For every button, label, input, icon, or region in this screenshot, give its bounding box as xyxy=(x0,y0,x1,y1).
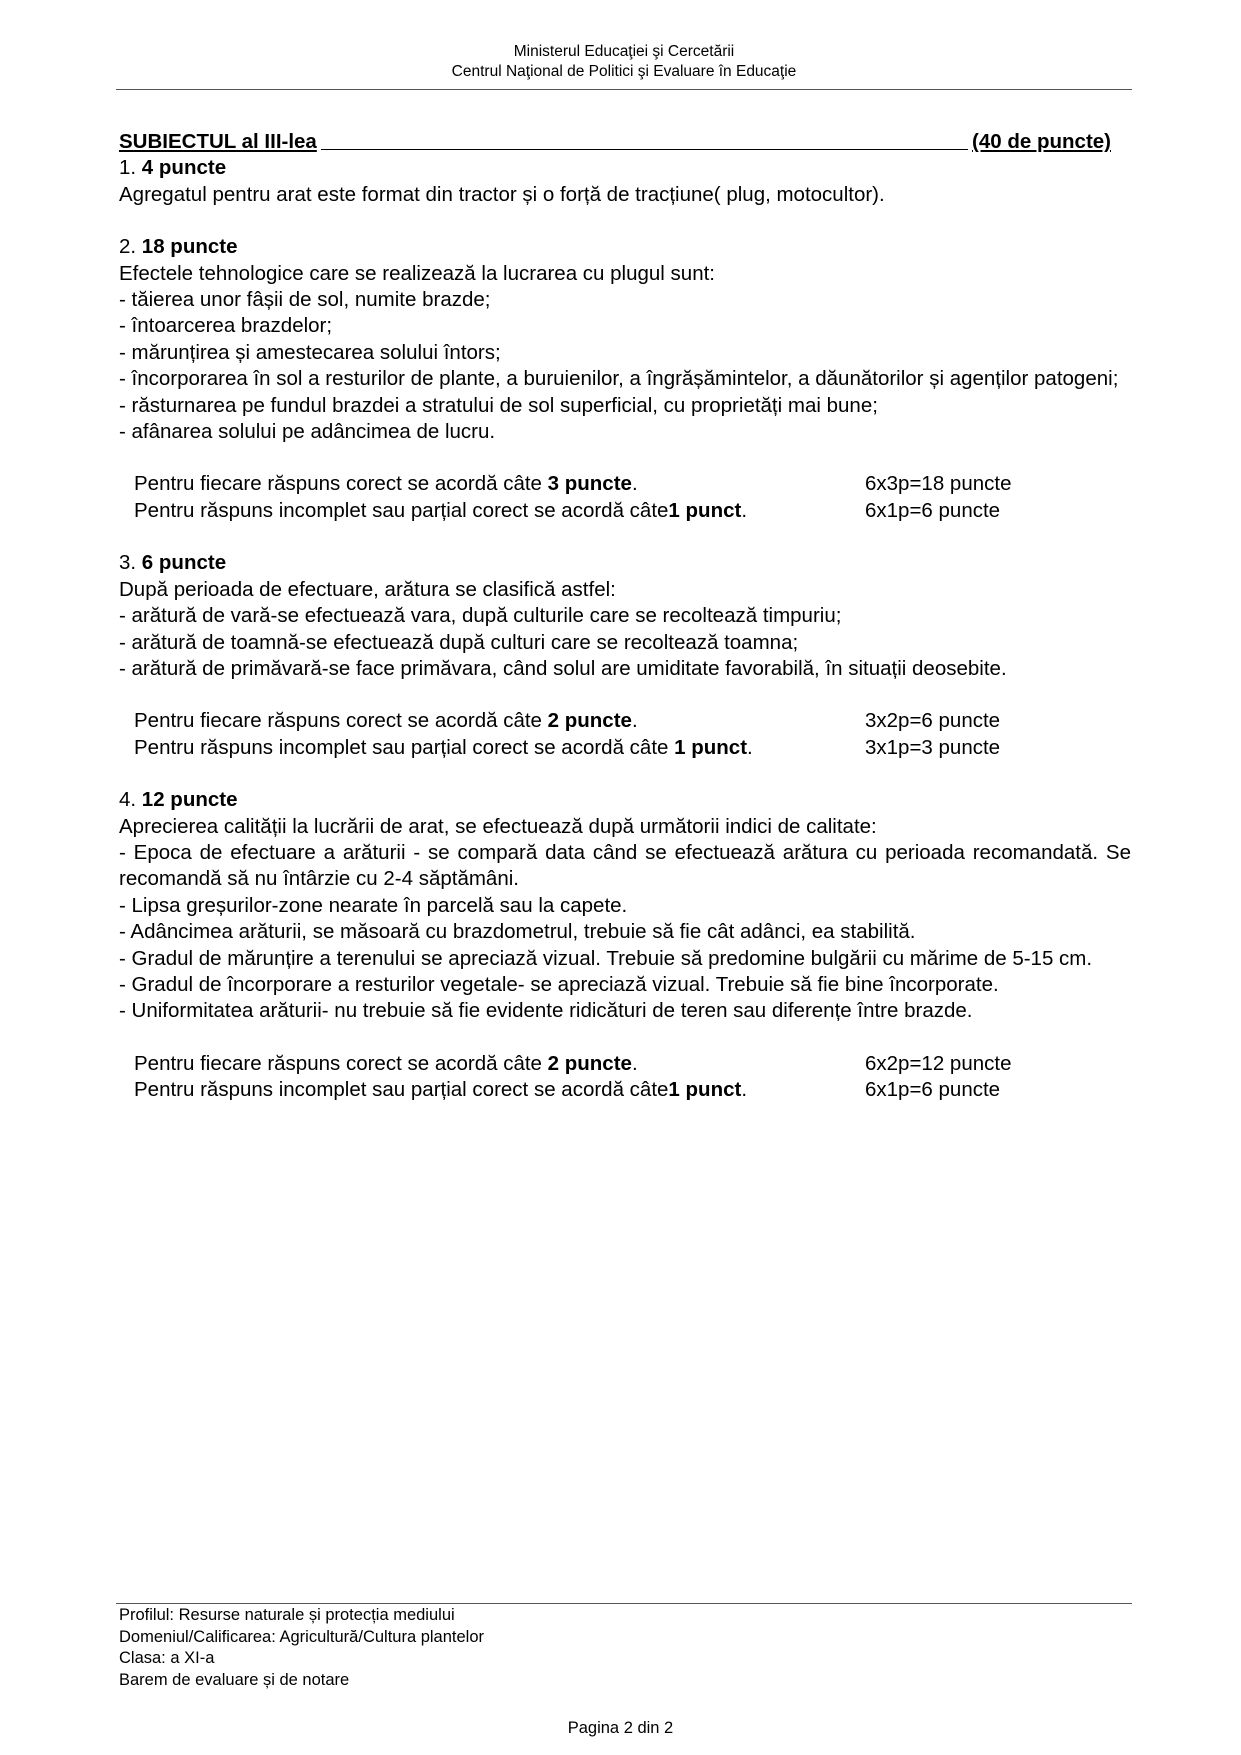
q2-item: - mărunțirea și amestecarea solului întors; xyxy=(119,340,501,364)
score-value: 3x1p=3 puncte xyxy=(865,735,1001,759)
q4-item: - Uniformitatea arăturii- nu trebuie să fie evidente ridicături de teren sau diferențe între brazde. xyxy=(119,999,973,1023)
q3-title xyxy=(119,550,1131,576)
spacer xyxy=(119,682,1131,708)
footer-profile: Profilul: Resurse naturale și protecția mediului xyxy=(119,1606,455,1624)
q4-item: - Epoca de efectuare a arăturii - se compară data când se efectuează arătura cu perioada recomandată. Se recomandă să nu întârzie cu 2-4 săptămâni. xyxy=(119,840,1131,891)
q3-item: - arătură de primăvară-se face primăvara, când solul are umiditate favorabilă, în situații deosebite. xyxy=(119,656,1007,680)
q4-score-row-correct xyxy=(134,1051,1131,1077)
q4-scoring xyxy=(134,1051,1131,1104)
score-value: 6x3p=18 puncte xyxy=(865,472,1012,496)
q2-title xyxy=(119,234,1131,260)
q3-score-row-partial xyxy=(134,735,1131,761)
score-value: 6x1p=6 puncte xyxy=(865,1078,1001,1102)
q4-item: - Adâncimea arăturii, se măsoară cu brazdometrul, trebuie să fie cât adânci, ea stabilită. xyxy=(119,920,916,944)
q4-item: - Gradul de încorporare a resturilor vegetale- se apreciază vizual. Trebuie să fie bine încorporate. xyxy=(119,972,999,996)
score-rule: Pentru fiecare răspuns corect se acordă câte 2 puncte. xyxy=(134,709,638,733)
q4-title xyxy=(119,787,1131,813)
footer-domain: Domeniul/Calificarea: Agricultură/Cultura plantelor xyxy=(119,1627,485,1646)
document-body xyxy=(119,129,1131,1104)
q4-points: 12 puncte xyxy=(141,788,238,812)
document-header xyxy=(116,42,1132,82)
q4-intro: Aprecierea calității la lucrării de arat, se efectuează după următorii indici de calitate: xyxy=(119,814,877,838)
q2-item: - tăierea unor fâșii de sol, numite brazde; xyxy=(119,288,491,312)
header-divider xyxy=(116,89,1132,90)
q1-points: 4 puncte xyxy=(141,156,227,180)
q2-scoring xyxy=(134,471,1131,524)
score-rule: Pentru răspuns incomplet sau parțial corect se acordă câte1 punct. xyxy=(134,498,748,522)
score-value: 3x2p=6 puncte xyxy=(865,709,1001,733)
footer-class: Clasa: a XI-a xyxy=(119,1649,215,1668)
subject-heading-rule xyxy=(321,129,968,150)
q2-item: - afânarea solului pe adâncimea de lucru. xyxy=(119,420,496,444)
q1-text: Agregatul pentru arat este format din tractor și o forță de tracțiune( plug, motocultor). xyxy=(119,182,885,206)
spacer xyxy=(119,1025,1131,1051)
q3-intro: După perioada de efectuare, arătura se clasifică astfel: xyxy=(119,577,616,601)
q2-score-row-correct xyxy=(134,471,1131,497)
subject-title: SUBIECTUL al III-lea xyxy=(119,130,317,153)
q3-points: 6 puncte xyxy=(141,551,227,575)
score-rule: Pentru fiecare răspuns corect se acordă câte 3 puncte. xyxy=(134,472,638,496)
q2-item: - răsturnarea pe fundul brazdei a stratului de sol superficial, cu proprietăți mai bune; xyxy=(119,393,878,417)
q2-points: 18 puncte xyxy=(141,235,238,259)
score-rule: Pentru răspuns incomplet sau parțial corect se acordă câte 1 punct. xyxy=(134,735,753,759)
q2-intro: Efectele tehnologice care se realizează la lucrarea cu plugul sunt: xyxy=(119,261,715,285)
q4-item: - Lipsa greșurilor-zone nearate în parcelă sau la capete. xyxy=(119,893,628,917)
subject-points: (40 de puncte) xyxy=(972,130,1111,153)
header-ministry: Ministerul Educaţiei şi Cercetării xyxy=(513,43,735,60)
q1-title xyxy=(119,155,1131,181)
q3-item: - arătură de vară-se efectuează vara, după culturile care se recoltează timpuriu; xyxy=(119,604,842,628)
q3-number: 3. xyxy=(119,551,142,575)
score-value: 6x2p=12 puncte xyxy=(865,1051,1012,1075)
q4-score-row-partial xyxy=(134,1077,1131,1103)
subject-heading xyxy=(119,129,1111,155)
page-number: Pagina 2 din 2 xyxy=(567,1719,674,1737)
spacer xyxy=(119,208,1131,234)
spacer xyxy=(119,524,1131,550)
q4-number: 4. xyxy=(119,788,142,812)
q1-number: 1. xyxy=(119,156,142,180)
q2-score-row-partial xyxy=(134,498,1131,524)
score-rule: Pentru răspuns incomplet sau parțial corect se acordă câte1 punct. xyxy=(134,1078,748,1102)
footer-doc-type: Barem de evaluare și de notare xyxy=(119,1670,350,1689)
footer-divider xyxy=(116,1603,1132,1604)
q2-item: - întoarcerea brazdelor; xyxy=(119,314,333,338)
q2-item: - încorporarea în sol a resturilor de plante, a buruienilor, a îngrășămintelor, a dăunătorilor și agenților patogeni; xyxy=(119,367,1119,391)
document-footer xyxy=(119,1605,484,1691)
q4-item: - Gradul de mărunțire a terenului se apreciază vizual. Trebuie să predomine bulgării cu mărime de 5-15 cm. xyxy=(119,946,1093,970)
q3-scoring xyxy=(134,708,1131,761)
spacer xyxy=(119,445,1131,471)
score-rule: Pentru fiecare răspuns corect se acordă câte 2 puncte. xyxy=(134,1051,638,1075)
spacer xyxy=(119,761,1131,787)
q3-score-row-correct xyxy=(134,708,1131,734)
score-value: 6x1p=6 puncte xyxy=(865,498,1001,522)
q2-number: 2. xyxy=(119,235,142,259)
q3-item: - arătură de toamnă-se efectuează după culturi care se recoltează toamna; xyxy=(119,630,799,654)
header-center: Centrul Naţional de Politici şi Evaluare în Educaţie xyxy=(451,63,797,80)
